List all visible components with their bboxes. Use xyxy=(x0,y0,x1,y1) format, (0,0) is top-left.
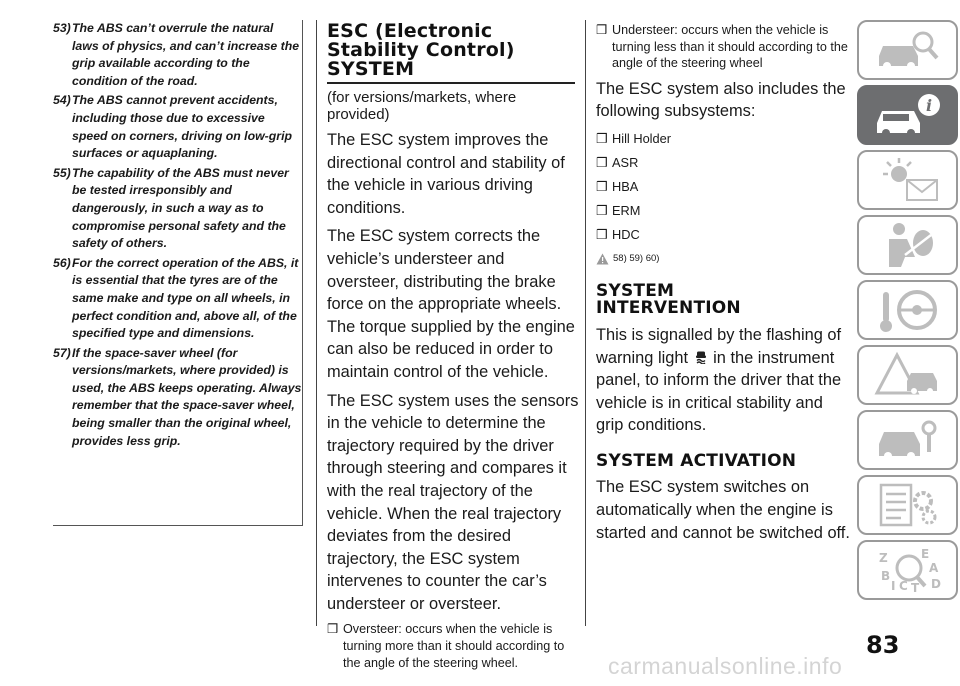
watermark: carmanualsonline.info xyxy=(608,653,843,679)
subsystem-item xyxy=(596,203,852,219)
subsystem-label: Hill Holder xyxy=(612,130,672,146)
alphabet-index-icon xyxy=(871,546,945,594)
title-line: Stability Control) xyxy=(327,39,515,61)
warning-refs-text: 58) 59) 60) xyxy=(613,253,660,265)
car-info-icon xyxy=(871,91,945,139)
checkbox-bullet-icon: ❒ xyxy=(596,23,608,37)
availability-note: (for versions/markets, where provided) xyxy=(327,89,517,123)
subsystem-label: HDC xyxy=(612,226,640,242)
subsystem-item xyxy=(596,179,852,195)
tab-steering-key[interactable] xyxy=(857,280,958,340)
svg-text:E: E xyxy=(920,547,929,561)
esc-warning-light-icon xyxy=(694,350,708,364)
note-text: The ABS can’t overrule the natural laws of physics, and can’t increase the grip available according to the condition of the road. xyxy=(72,21,300,88)
note-text: If the space-saver wheel (for versions/markets, where provided) is used, the ABS keeps operating. Always remember that the space-saver wheel, being smaller than the original wheel, provides less grip. xyxy=(72,345,302,448)
svg-text:A: A xyxy=(928,561,938,575)
note-56 xyxy=(53,255,302,343)
note-text: The capability of the ABS must never be tested irresponsibly and dangerously, in such a way as to compromise personal safety and the safety of others. xyxy=(72,165,289,251)
activation-title: SYSTEM ACTIVATION xyxy=(596,450,797,471)
note-number: 53) xyxy=(53,21,71,35)
intervention-text-after: in the instrument panel, to inform the driver that the vehicle is in critical stability and grip conditions. xyxy=(596,348,842,435)
note-text: The ABS cannot prevent accidents, including those due to excessive speed on corners, driving on low-grip surfaces or aquaplaning. xyxy=(72,93,292,161)
tab-alphabet-index[interactable] xyxy=(857,540,958,600)
title-rule xyxy=(327,82,575,84)
understeer-item xyxy=(596,22,852,72)
svg-text:B: B xyxy=(880,569,890,583)
esc-paragraph-1: The ESC system improves the directional control and stability of the vehicle in various driving conditions. xyxy=(327,131,565,217)
warning-triangle-car-icon xyxy=(871,351,945,399)
svg-text:T: T xyxy=(910,581,919,594)
subsystem-item xyxy=(596,227,852,243)
warning-references xyxy=(596,253,852,265)
note-text: For the correct operation of the ABS, it is essential that the tyres are of the same make and type on all wheels, in perfect condition and, above all, of the specified type and dimensions. xyxy=(72,255,299,341)
checkbox-bullet-icon: ❒ xyxy=(596,202,608,218)
tab-car-service[interactable] xyxy=(857,410,958,470)
svg-text:I: I xyxy=(890,579,895,593)
note-53 xyxy=(53,20,302,90)
car-search-icon xyxy=(871,26,945,74)
note-57 xyxy=(53,345,302,451)
svg-text:i: i xyxy=(925,96,932,115)
specs-gear-icon xyxy=(871,481,945,529)
intervention-text xyxy=(596,324,852,437)
svg-text:C: C xyxy=(898,579,908,593)
tab-airbag-seat[interactable] xyxy=(857,215,958,275)
esc-paragraph-3: The ESC system uses the sensors in the vehicle to determine the trajectory required by the driver through steering and compares it with the real trajectory of the vehicle. When the real trajectory deviates from the desired trajectory, the ESC system intervenes to counter the car’s understeer or oversteer. xyxy=(327,391,579,613)
subsystem-label: HBA xyxy=(612,178,639,194)
note-number: 57) xyxy=(53,345,71,360)
oversteer-item xyxy=(327,621,579,671)
airbag-seat-icon xyxy=(871,221,945,269)
page-number: 83 xyxy=(866,631,900,659)
checkbox-bullet-icon: ❒ xyxy=(327,622,339,637)
steering-key-icon xyxy=(871,286,945,334)
svg-text:D: D xyxy=(930,577,941,591)
subsystem-item xyxy=(596,131,852,147)
checkbox-bullet-icon: ❒ xyxy=(596,130,608,146)
title-line: SYSTEM xyxy=(327,58,415,80)
subsystems-intro: The ESC system also includes the following subsystems: xyxy=(596,79,846,121)
title-line: INTERVENTION xyxy=(596,298,741,319)
tab-lights-message[interactable] xyxy=(857,150,958,210)
esc-paragraph-2: The ESC system corrects the vehicle’s understeer and oversteer, distributing the brake force on the appropriate wheels. The torque supplied by the engine can also be reduced in order to maintain control of the vehicle. xyxy=(327,227,575,381)
lights-message-icon xyxy=(871,156,945,204)
chapter-tabs xyxy=(857,20,958,605)
esc-continued xyxy=(596,22,852,552)
note-number: 54) xyxy=(53,93,71,108)
note-number: 55) xyxy=(53,165,71,180)
tab-car-info[interactable] xyxy=(857,85,958,145)
car-service-icon xyxy=(871,416,945,464)
activation-text: The ESC system switches on automatically when the engine is started and cannot be switched off. xyxy=(596,478,850,542)
subsystem-item xyxy=(596,155,852,171)
checkbox-bullet-icon: ❒ xyxy=(596,226,608,242)
subsystem-label: ASR xyxy=(612,154,639,170)
checkbox-bullet-icon: ❒ xyxy=(596,178,608,194)
intervention-title xyxy=(596,280,852,319)
note-number: 56) xyxy=(53,255,71,270)
note-55 xyxy=(53,165,302,253)
intervention-text-before: This is signalled by the flashing of warning light xyxy=(596,325,842,367)
oversteer-text: Oversteer: occurs when the vehicle is turning more than it should according to the angle of the steering wheel. xyxy=(343,622,565,670)
column-divider xyxy=(316,20,317,626)
note-54 xyxy=(53,92,302,162)
column-divider xyxy=(585,20,586,626)
esc-section xyxy=(327,22,579,671)
tab-car-search[interactable] xyxy=(857,20,958,80)
section-title xyxy=(327,22,579,79)
understeer-text: Understeer: occurs when the vehicle is turning less than it should according to the angle of the steering wheel xyxy=(612,23,848,71)
title-line: SYSTEM xyxy=(596,280,675,301)
warning-notes-box xyxy=(53,20,303,526)
svg-text:Z: Z xyxy=(878,551,888,565)
title-line: ESC (Electronic xyxy=(327,20,493,42)
tab-specs-gear[interactable] xyxy=(857,475,958,535)
checkbox-bullet-icon: ❒ xyxy=(596,154,608,170)
warning-triangle-icon xyxy=(596,253,609,265)
subsystem-label: ERM xyxy=(612,202,641,218)
tab-warning-triangle-car[interactable] xyxy=(857,345,958,405)
